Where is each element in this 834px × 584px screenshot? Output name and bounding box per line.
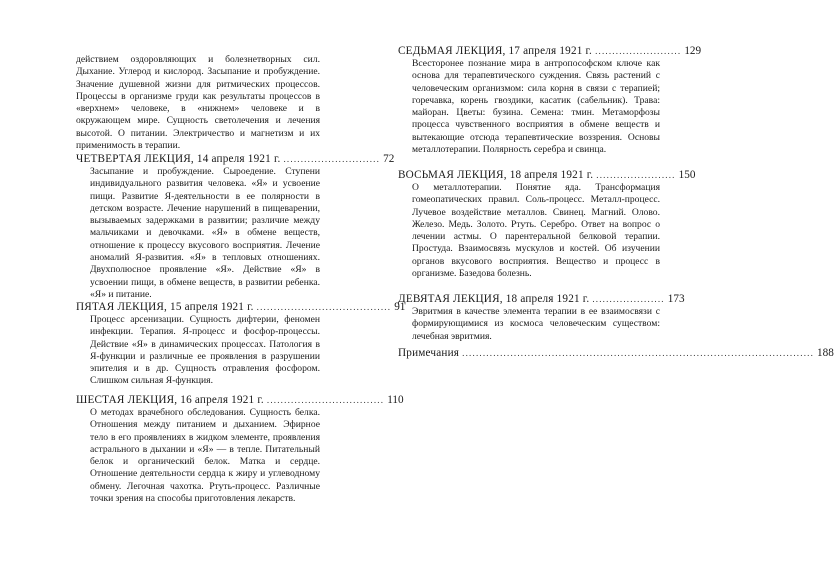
toc-entry-lecture-5[interactable] xyxy=(76,300,406,388)
continuation-block xyxy=(76,54,320,152)
toc-entry-heading[interactable] xyxy=(76,393,404,407)
page-number[interactable]: 173 xyxy=(667,293,685,305)
toc-entry-title[interactable]: ДЕВЯТАЯ ЛЕКЦИЯ, 18 апреля 1921 г. xyxy=(398,293,590,305)
toc-entry-heading[interactable] xyxy=(76,152,395,166)
toc-entry-summary: О методах врачебного обследования. Сущность белка. Отношения между питанием и дыханием. Эфирное тело в его проявлениях в жидком элементе, проявления астрального в дыхании и «Я» — в тепле. Питательный белок и органический белок. Матка и сердце. Отношение деятельности сердца к жиру и углеводному обмену. Легочная чахотка. Ртуть-процесс. Различные точки зрения на способы приготовления лекарств. xyxy=(90,407,320,505)
page-number[interactable]: 188 xyxy=(817,347,834,359)
toc-entry-summary: Всесторонее познание мира в антропософском ключе как основа для терапевтического суждения. Связь растений с человеческим организмом: сила корня в связи с терапией; горечавка, корень гвоздики, касатик (сабельник). Трава: майоран. Цветы: бузина. Семена: тмин. Метаморфозы процесса чувственного восприятия в обмене веществ и вытекающие отсюда терапевтические воззрения. Основы металлотерапии. Полярность серебра и свинца. xyxy=(412,58,660,156)
dot-leader: ...................................................................................................... xyxy=(462,348,815,358)
toc-entry-lecture-7[interactable] xyxy=(398,44,702,156)
toc-entry-summary: Эвритмия в качестве элемента терапии в ее взаимосвязи с формирующимися из космоса человеческим существом: лечебная эвритмия. xyxy=(412,306,660,342)
toc-entry-title[interactable]: ПЯТАЯ ЛЕКЦИЯ, 15 апреля 1921 г. xyxy=(76,301,254,313)
dot-leader: ..................... xyxy=(592,294,665,304)
toc-entry-heading[interactable] xyxy=(76,300,406,314)
toc-entry-heading[interactable] xyxy=(398,44,702,58)
toc-entry-heading[interactable] xyxy=(398,168,696,182)
dot-leader: ......................... xyxy=(595,46,682,56)
dot-leader: ............................ xyxy=(283,154,381,164)
page-number[interactable]: 72 xyxy=(383,153,395,165)
toc-entry-title[interactable]: ШЕСТАЯ ЛЕКЦИЯ, 16 апреля 1921 г. xyxy=(76,394,264,406)
dot-leader: .................................. xyxy=(266,395,385,405)
page-number[interactable]: 129 xyxy=(684,45,702,57)
toc-entry-summary: Процесс арсенизации. Сущность дифтерии, феномен инфекции. Терапия. Я-процесс и фосфор-процессы. Действие «Я» в динамических процессах. Патология в Я-функции и различные ее проявления в разрушении эпителия и в др. Сущность отравления фосфором. Слишком сильная Я-функция. xyxy=(90,314,320,387)
toc-entry-summary: Засыпание и пробуждение. Сыроедение. Ступени индивидуального развития человека. «Я» и усвоение пищи. Развитие Я-деятельности в ее полярности в детском возрасте. Лечение нарушений в пищеварении, вызываемых задержками в развитии; различие между мальчиками и девочками. «Я» в обмене веществ, отношение к процессу вкусового восприятия. Лечение аномалий Я-развития. «Я» в тепловых отношениях. Двухполюсное проявление «Я». Действие «Я» в усвоении пищи, в обмене веществ, в развитии ребенка. «Я» и питание. xyxy=(90,166,320,300)
toc-entry-lecture-9[interactable] xyxy=(398,292,685,343)
toc-entry-summary: О металлотерапии. Понятие яда. Трансформация гомеопатических правил. Соль-процесс. Металл-процесс. Лучевое воздействие металлов. Свинец. Магний. Олово. Железо. Медь. Золото. Ртуть. Серебро. Ответ на вопрос о лечении астмы. О парентеральной белковой терапии. Простуда. Взаимосвязь мускулов и костей. Об изучении органов вкусового восприятия. Вещество и процесс в организме. Базедова болезнь. xyxy=(412,182,660,280)
page-number[interactable]: 150 xyxy=(678,169,696,181)
toc-entry-notes[interactable] xyxy=(398,346,834,360)
toc-entry-heading[interactable] xyxy=(398,346,834,360)
page-number[interactable]: 91 xyxy=(394,301,406,313)
toc-entry-title[interactable]: СЕДЬМАЯ ЛЕКЦИЯ, 17 апреля 1921 г. xyxy=(398,45,593,57)
toc-entry-title[interactable]: ЧЕТВЕРТАЯ ЛЕКЦИЯ, 14 апреля 1921 г. xyxy=(76,153,281,165)
toc-entry-title[interactable]: ВОСЬМАЯ ЛЕКЦИЯ, 18 апреля 1921 г. xyxy=(398,169,594,181)
page-number[interactable]: 110 xyxy=(387,394,404,406)
toc-entry-lecture-6[interactable] xyxy=(76,393,404,505)
toc-entry-title[interactable]: Примечания xyxy=(398,347,460,359)
toc-entry-lecture-4[interactable] xyxy=(76,152,395,301)
dot-leader: ....................... xyxy=(596,170,676,180)
toc-entry-heading[interactable] xyxy=(398,292,685,306)
toc-entry-lecture-8[interactable] xyxy=(398,168,696,280)
continuation-text: действием оздоровляющих и болезнетворных сил. Дыхание. Углерод и кислород. Засыпание и пробуждение. Значение душевной жизни для ритмических процессов. Процессы в организме груди как результаты процессов в «верхнем» человеке, в «нижнем» человеке и в окружающем мире. Сущность светолечения и лечения высотой. О питании. Электричество и магнетизм и их применимость в терапии. xyxy=(76,54,320,152)
dot-leader: ....................................... xyxy=(256,302,392,312)
